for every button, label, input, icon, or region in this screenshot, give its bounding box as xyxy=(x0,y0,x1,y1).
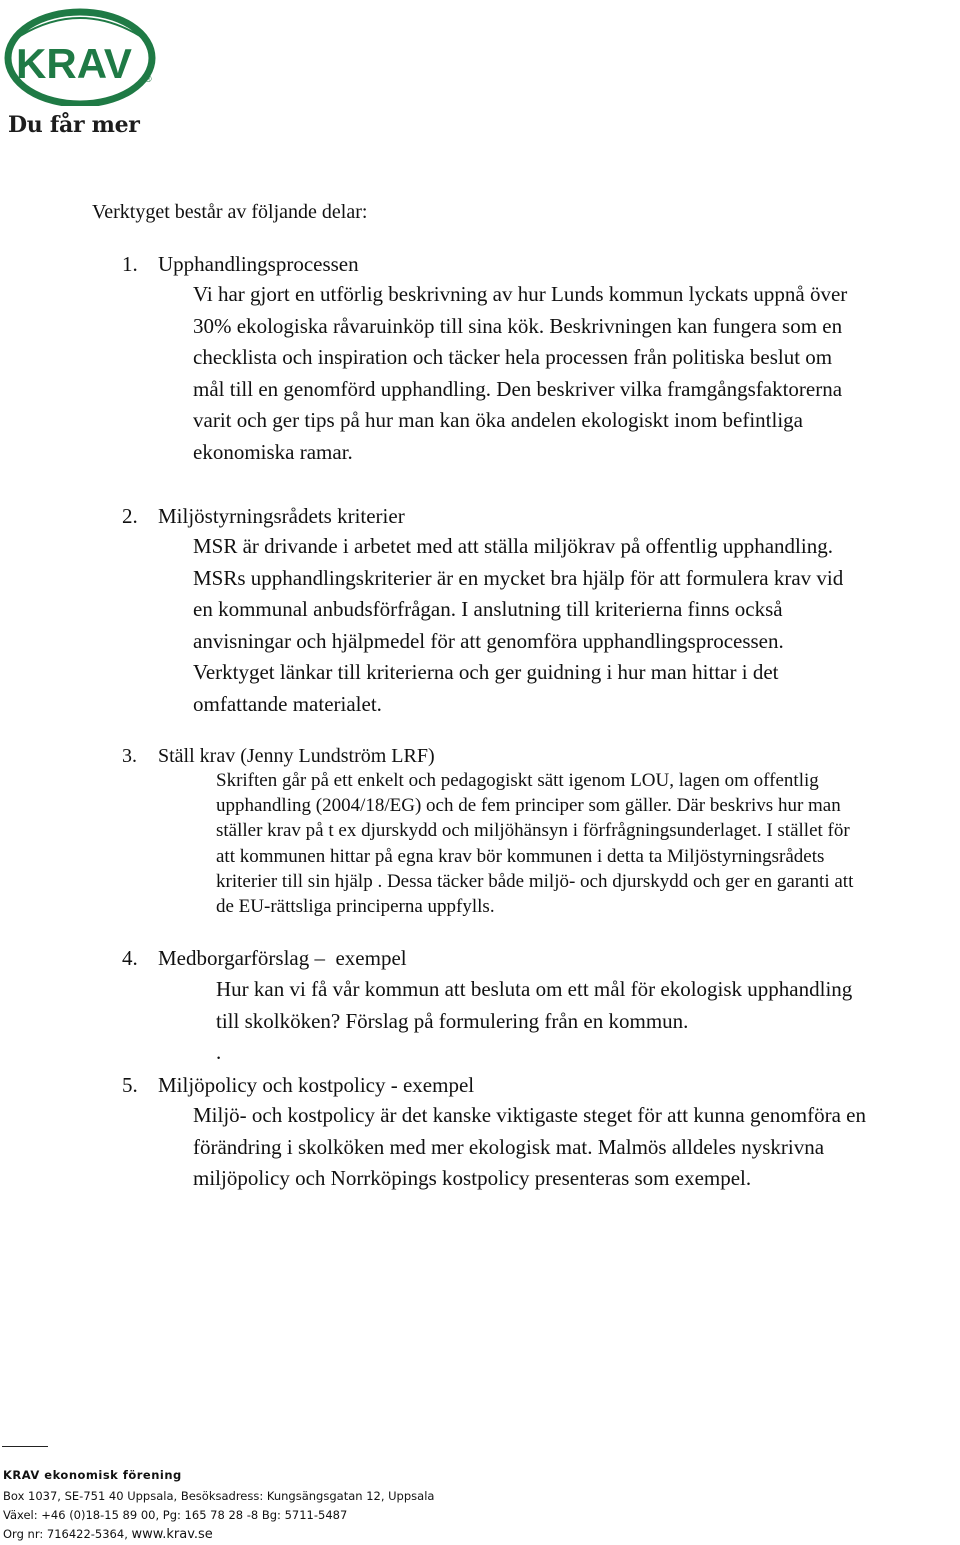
item-5-line: Miljö- och kostpolicy är det kanske viktigaste steget för att kunna genomföra en xyxy=(193,1103,866,1127)
item-4-description xyxy=(216,974,956,1069)
item-4-line: . xyxy=(216,1040,222,1065)
item-5-description xyxy=(193,1100,960,1195)
footer-org-nr-line xyxy=(3,1527,213,1542)
item-2-line: anvisningar och hjälpmedel för att genomföra upphandlingsprocessen. xyxy=(193,628,784,653)
item-1-line: varit och ger tips på hur man kan öka andelen ekologiskt inom befintliga xyxy=(193,408,804,433)
item-3-number: 3. xyxy=(122,745,137,767)
footer-address: Box 1037, SE-751 40 Uppsala, Besöksadress: Kungsängsgatan 12, Uppsala xyxy=(3,1489,435,1503)
item-4-line: Hur kan vi få vår kommun att besluta om ett mål för ekologisk upphandling xyxy=(216,977,853,1001)
item-3-line: Skriften går på ett enkelt och pedagogiskt sätt igenom LOU, lagen om offentlig xyxy=(216,770,819,791)
item-3-heading xyxy=(122,742,435,770)
item-1-description xyxy=(193,279,960,469)
krav-logo xyxy=(4,6,156,106)
intro-text: Verktyget består av följande delar: xyxy=(92,201,368,223)
item-3-line: ställer krav på t ex djurskydd och miljöhänsyn i förfrågningsunderlaget. I stället för xyxy=(216,820,850,842)
item-1-line: mål till en genomförd upphandling. Den beskriver vilka framgångsfaktorerna xyxy=(193,376,843,401)
footer-org-nr: Org nr: 716422-5364, xyxy=(3,1527,128,1541)
item-3-title: Ställ krav (Jenny Lundström LRF) xyxy=(158,745,435,767)
item-5-line: förändring i skolköken med mer ekologisk mat. Malmös alldeles nyskrivna xyxy=(193,1134,825,1159)
item-1-line: 30% ekologiska råvaruinköp till sina kök. Beskrivningen kan fungera som en xyxy=(193,313,843,338)
item-4-heading xyxy=(122,944,407,972)
item-2-line: MSR är drivande i arbetet med att ställa miljökrav på offentlig upphandling. xyxy=(193,534,833,558)
krav-logo-mark xyxy=(4,6,156,106)
footer-phone: Växel: +46 (0)18-15 89 00, Pg: 165 78 28 -8 Bg: 5711-5487 xyxy=(3,1508,348,1522)
item-1-line: ekonomiska ramar. xyxy=(193,439,353,464)
footer-divider xyxy=(2,1446,48,1447)
footer-org-name: KRAV ekonomisk förening xyxy=(3,1468,182,1482)
item-3-line: kriterier till sin hjälp . Dessa täcker både miljö- och djurskydd och ger en garanti att xyxy=(216,870,854,892)
item-1-number: 1. xyxy=(122,252,138,276)
item-3-line: de EU-rättsliga principerna uppfylls. xyxy=(216,896,495,918)
item-2-line: omfattande materialet. xyxy=(193,691,382,716)
footer-website-link[interactable]: www.krav.se xyxy=(131,1527,213,1542)
item-2-line: en kommunal anbudsförfrågan. I anslutning till kriterierna finns också xyxy=(193,597,783,622)
logo-text: KRAV xyxy=(16,40,132,87)
item-1-title: Upphandlingsprocessen xyxy=(158,252,359,276)
item-1-line: Vi har gjort en utförlig beskrivning av hur Lunds kommun lyckats uppnå över xyxy=(193,282,848,306)
item-5-title: Miljöpolicy och kostpolicy - exempel xyxy=(158,1073,475,1097)
item-5-heading xyxy=(122,1071,474,1099)
item-3-description xyxy=(216,768,956,919)
item-2-number: 2. xyxy=(122,504,138,528)
item-5-number: 5. xyxy=(122,1073,138,1097)
item-1-line: checklista och inspiration och täcker hela processen från politiska beslut om xyxy=(193,345,833,370)
item-4-line: till skolköken? Förslag på formulering från en kommun. xyxy=(216,1008,689,1033)
logo-registered-mark: ® xyxy=(145,74,152,84)
item-2-description xyxy=(193,531,960,721)
item-4-title: Medborgarförslag – exempel xyxy=(158,946,407,970)
item-2-line: MSRs upphandlingskriterier är en mycket bra hjälp för att formulera krav vid xyxy=(193,565,844,590)
item-2-title: Miljöstyrningsrådets kriterier xyxy=(158,504,405,528)
item-3-line: att kommunen hittar på egna krav bör kommunen i detta ta Miljöstyrningsrådets xyxy=(216,845,825,867)
item-2-line: Verktyget länkar till kriterierna och ger guidning i hur man hittar i det xyxy=(193,660,779,685)
item-4-number: 4. xyxy=(122,946,138,970)
item-2-heading xyxy=(122,502,405,530)
item-1-heading xyxy=(122,250,359,278)
item-5-line: miljöpolicy och Norrköpings kostpolicy presenteras som exempel. xyxy=(193,1166,752,1191)
tagline: Du får mer xyxy=(8,112,140,138)
item-3-line: upphandling (2004/18/EG) och de fem principer som gäller. Där beskrivs hur man xyxy=(216,795,841,817)
